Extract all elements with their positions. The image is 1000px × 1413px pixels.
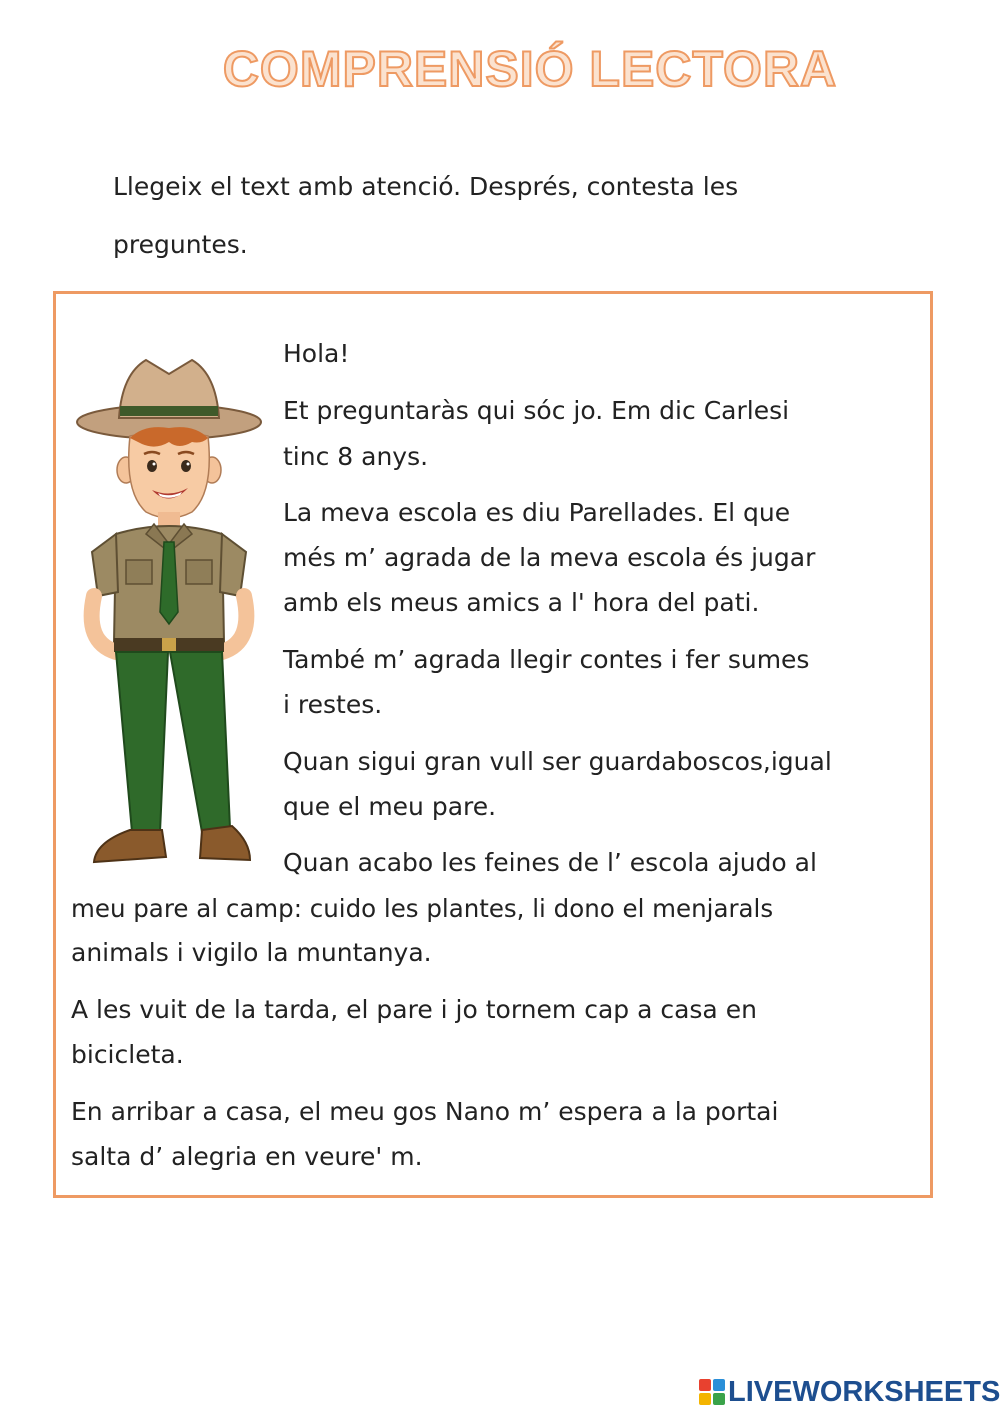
reading-paragraph-line: La meva escola es diu Parellades. El que (283, 498, 791, 527)
reading-paragraph-line: més m’ agrada de la meva escola és jugar (283, 543, 816, 572)
reading-paragraph-line: A les vuit de la tarda, el pare i jo tornem cap a casa en (71, 995, 757, 1024)
reading-paragraph-line: animals i vigilo la muntanya. (71, 938, 432, 967)
reading-paragraph-line: Quan sigui gran vull ser guardaboscos,igual (283, 747, 832, 776)
reading-paragraph-line: tinc 8 anys. (283, 442, 429, 471)
logo-text: LIVEWORKSHEETS (728, 1375, 1000, 1408)
reading-paragraph-line: Hola! (283, 339, 350, 368)
reading-paragraph-line: Quan acabo les feines de l’ escola ajudo al (283, 848, 817, 877)
park-ranger-boy-illustration (74, 352, 264, 882)
reading-paragraph-line: meu pare al camp: cuido les plantes, li dono el menjarals (71, 894, 774, 923)
reading-paragraph-line: Et preguntaràs qui sóc jo. Em dic Carlesi (283, 396, 790, 425)
reading-paragraph-line: amb els meus amics a l' hora del pati. (283, 588, 760, 617)
page-title: COMPRENSIÓ LECTORA (222, 41, 838, 97)
reading-paragraph-line: que el meu pare. (283, 792, 497, 821)
reading-paragraph-line: bicicleta. (71, 1040, 184, 1069)
reading-paragraph-line: En arribar a casa, el meu gos Nano m’ espera a la portai (71, 1097, 779, 1126)
reading-paragraph-line: i restes. (283, 690, 383, 719)
liveworksheets-logo-icon (698, 1378, 726, 1406)
reading-paragraph-line: També m’ agrada llegir contes i fer sumes (283, 645, 810, 674)
reading-paragraph-line: salta d’ alegria en veure' m. (71, 1142, 423, 1171)
liveworksheets-logo[interactable] (698, 1375, 1000, 1409)
instruction-text: Llegeix el text amb atenció. Després, contesta les preguntes. (113, 172, 739, 259)
